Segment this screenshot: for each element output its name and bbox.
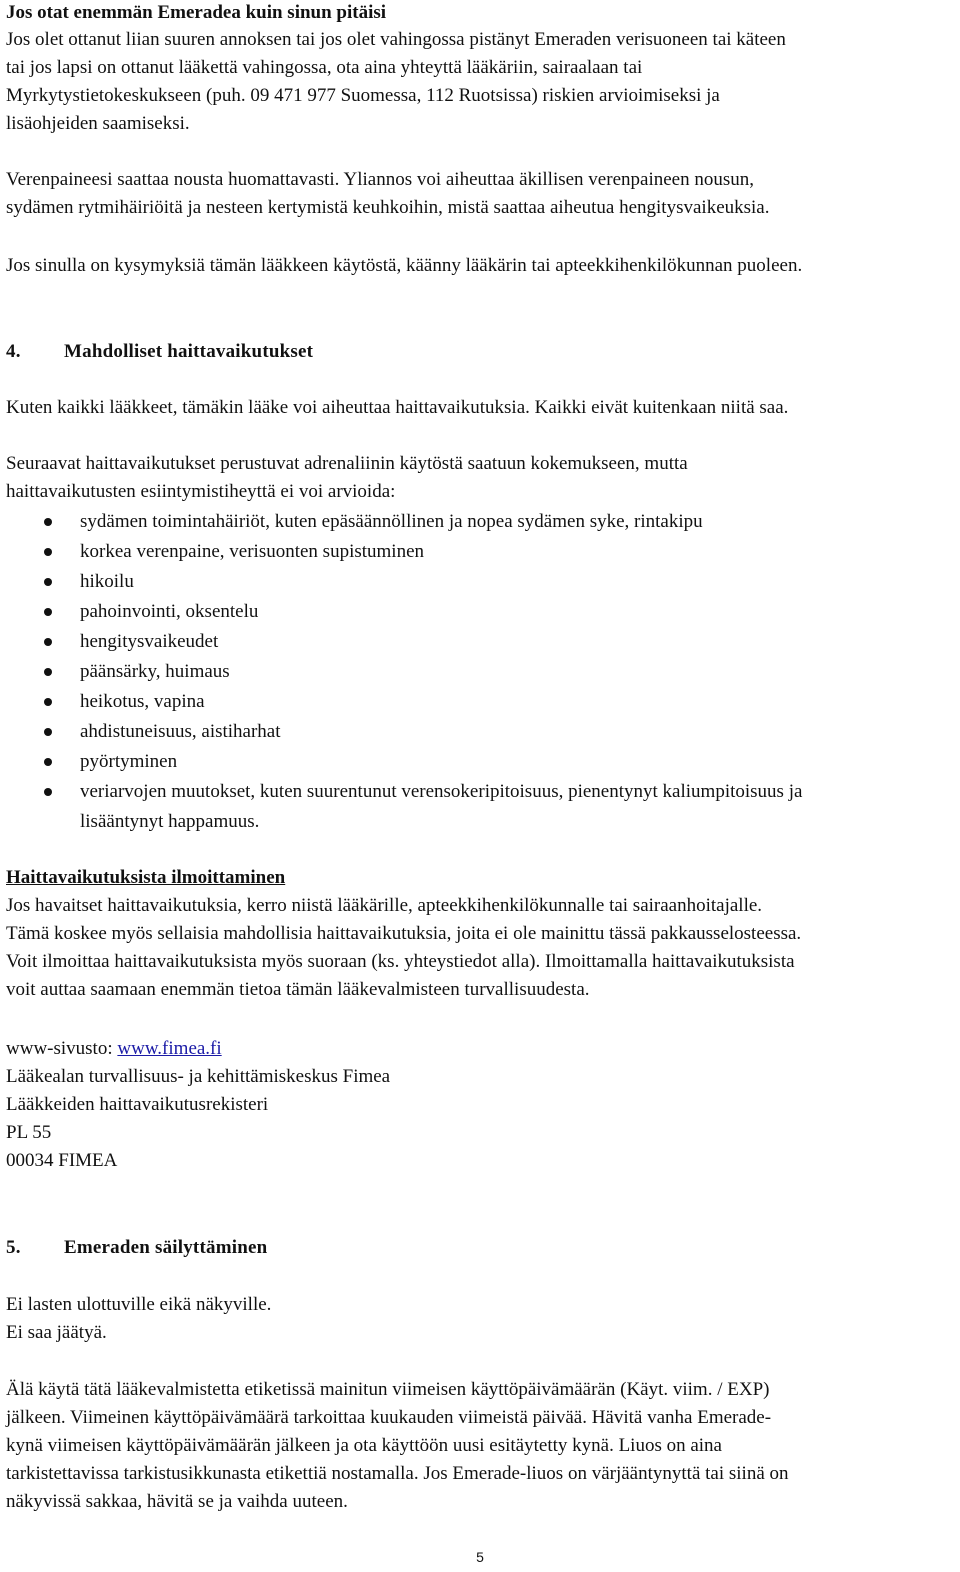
text-line: Seuraavat haittavaikutukset perustuvat adrenaliinin käytöstä saatuun kokemukseen, mutta: [6, 453, 688, 474]
list-item: ahdistuneisuus, aistiharhat: [6, 717, 956, 747]
text-line: sydämen rytmihäiriöitä ja nesteen kertymistä keuhkoihin, mistä saattaa aiheutua hengitysvaikeuksia.: [6, 197, 770, 218]
text-line: veriarvojen muutokset, kuten suurentunut verensokeripitoisuus, pienentynyt kaliumpitoisuus ja: [80, 781, 803, 802]
list-item: hikoilu: [6, 567, 956, 597]
page-number: 5: [476, 1549, 484, 1565]
text-line: Jos olet ottanut liian suuren annoksen tai jos olet vahingossa pistänyt Emeraden verisuoneen tai käteen: [6, 29, 786, 50]
section-4-title: Mahdolliset haittavaikutukset: [64, 341, 314, 362]
text-line: haittavaikutusten esiintymistiheyttä ei voi arvioida:: [6, 481, 396, 502]
section-4-number: 4.: [6, 341, 21, 362]
section-4-heading: [6, 338, 313, 366]
text-line: voit auttaa saamaan enemmän tietoa tämän lääkevalmisteen turvallisuudesta.: [6, 979, 590, 1000]
list-item: pyörtyminen: [6, 747, 956, 777]
overdose-paragraph-3: Jos sinulla on kysymyksiä tämän lääkkeen käytöstä, käänny lääkärin tai apteekkihenkilökunnan puoleen.: [6, 255, 803, 276]
text-line: Ei lasten ulottuville eikä näkyville.: [6, 1294, 272, 1315]
address-line: PL 55: [6, 1122, 52, 1143]
section-5-heading: [6, 1234, 267, 1262]
address-line: Lääkkeiden haittavaikutusrekisteri: [6, 1094, 269, 1115]
address-block: [6, 1063, 390, 1175]
text-line: lisääntynyt happamuus.: [80, 811, 260, 832]
text-line: Voit ilmoittaa haittavaikutuksista myös suoraan (ks. yhteystiedot alla). Ilmoittamalla haittavaikutuksista: [6, 951, 795, 972]
list-item: hengitysvaikeudet: [6, 627, 956, 657]
expiry-paragraph: [6, 1376, 789, 1516]
list-item: sydämen toimintahäiriöt, kuten epäsäännöllinen ja nopea sydämen syke, rintakipu: [6, 507, 956, 537]
reporting-heading: Haittavaikutuksista ilmoittaminen: [6, 867, 286, 888]
section-4-paragraph: [6, 450, 688, 506]
text-line: tai jos lapsi on ottanut lääkettä vahingossa, ota aina yhteyttä lääkäriin, sairaalaan tai: [6, 57, 643, 78]
text-line: lisäohjeiden saamiseksi.: [6, 113, 190, 134]
side-effects-list: [6, 507, 956, 837]
list-item: pahoinvointi, oksentelu: [6, 597, 956, 627]
list-item: päänsärky, huimaus: [6, 657, 956, 687]
list-item: heikotus, vapina: [6, 687, 956, 717]
overdose-heading: Jos otat enemmän Emeradea kuin sinun pitäisi: [6, 2, 387, 23]
text-line: Myrkytystietokeskukseen (puh. 09 471 977 Suomessa, 112 Ruotsissa) riskien arvioimiseksi ja: [6, 85, 720, 106]
address-line: 00034 FIMEA: [6, 1150, 118, 1171]
text-line: Jos havaitset haittavaikutuksia, kerro niistä lääkärille, apteekkihenkilökunnalle tai sairaanhoitajalle.: [6, 895, 763, 916]
list-item: korkea verenpaine, verisuonten supistuminen: [6, 537, 956, 567]
list-item: [6, 777, 956, 837]
text-line: jälkeen. Viimeinen käyttöpäivämäärä tarkoittaa kuukauden viimeistä päivää. Hävitä vanha Emerade-: [6, 1407, 772, 1428]
reporting-paragraph: [6, 892, 801, 1004]
section-5-title: Emeraden säilyttäminen: [64, 1237, 268, 1258]
address-line: Lääkealan turvallisuus- ja kehittämiskeskus Fimea: [6, 1066, 391, 1087]
text-line: tarkistettavissa tarkistusikkunasta etikettiä nostamalla. Jos Emerade-liuos on värjääntynyttä tai siinä on: [6, 1463, 789, 1484]
overdose-paragraph-1: [6, 26, 786, 138]
section-4-intro: Kuten kaikki lääkkeet, tämäkin lääke voi aiheuttaa haittavaikutuksia. Kaikki eivät kuitenkaan niitä saa.: [6, 397, 789, 418]
text-line: Älä käytä tätä lääkevalmistetta etiketissä mainitun viimeisen käyttöpäivämäärän (Käyt. viim. / EXP): [6, 1379, 770, 1400]
text-line: näkyvissä sakkaa, hävitä se ja vaihda uuteen.: [6, 1491, 348, 1512]
overdose-paragraph-2: [6, 166, 769, 222]
fimea-website-link[interactable]: www.fimea.fi: [117, 1038, 222, 1059]
text-line: Verenpaineesi saattaa nousta huomattavasti. Yliannos voi aiheuttaa äkillisen verenpaineen nousun,: [6, 169, 754, 190]
text-line: Tämä koskee myös sellaisia mahdollisia haittavaikutuksia, joita ei ole mainittu tässä pakkausselosteessa.: [6, 923, 802, 944]
text-line: Ei saa jäätyä.: [6, 1322, 107, 1343]
section-5-number: 5.: [6, 1237, 21, 1258]
website-line: [6, 1035, 222, 1063]
text-line: kynä viimeisen käyttöpäivämäärän jälkeen ja ota käyttöön uusi esitäytetty kynä. Liuos on aina: [6, 1435, 722, 1456]
storage-instructions: [6, 1291, 271, 1347]
website-label: www-sivusto:: [6, 1038, 118, 1059]
